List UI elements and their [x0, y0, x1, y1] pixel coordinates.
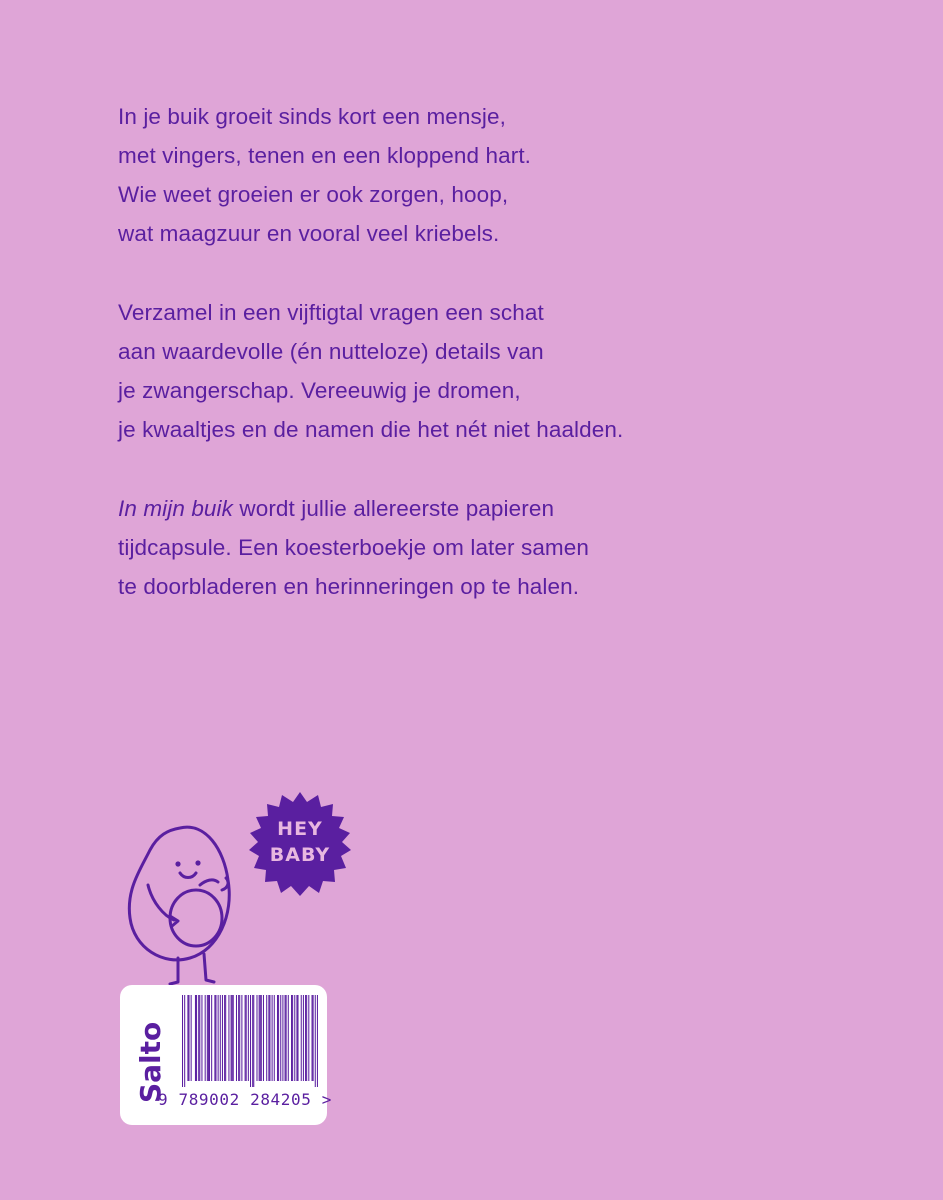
barcode-bar: [241, 995, 242, 1081]
blurb-line-rest: wordt jullie allereerste papieren: [233, 496, 555, 521]
barcode-bar: [288, 995, 289, 1081]
barcode-bar: [312, 995, 313, 1081]
barcode-bar: [199, 995, 200, 1081]
blurb-line: je kwaaltjes en de namen die het nét niet haalden.: [118, 417, 624, 442]
barcode-bar: [294, 995, 295, 1081]
barcode-bar: [272, 995, 273, 1081]
barcode-bar: [208, 995, 209, 1081]
barcode-bar: [280, 995, 281, 1081]
barcode-bar: [256, 995, 257, 1081]
barcode-bar: [239, 995, 240, 1081]
barcode-bar: [308, 995, 309, 1081]
barcode-bar: [278, 995, 279, 1081]
barcode-bar: [211, 995, 212, 1081]
barcode-bar: [209, 995, 210, 1081]
barcode-box: [120, 985, 332, 1125]
barcode-bar: [252, 995, 253, 1087]
barcode-bar: [228, 995, 229, 1081]
barcode-bar: [268, 995, 269, 1081]
barcode-bar: [232, 995, 233, 1081]
blurb-line: aan waardevolle (én nutteloze) details van: [118, 339, 544, 364]
barcode-bar: [238, 995, 239, 1081]
barcode-bar: [207, 995, 208, 1081]
barcode-bar: [191, 995, 192, 1081]
barcode-bar: [317, 995, 318, 1087]
barcode-bar: [195, 995, 196, 1081]
blurb-line: met vingers, tenen en een kloppend hart.: [118, 143, 532, 168]
barcode-bar: [198, 995, 199, 1081]
barcode-bar: [187, 995, 188, 1081]
barcode-bar: [297, 995, 298, 1081]
blurb-line: wat maagzuur en vooral veel kriebels.: [118, 221, 500, 246]
barcode-bar: [260, 995, 261, 1081]
barcode-bar: [245, 995, 246, 1081]
barcode-bar: [248, 995, 249, 1081]
barcode-bar: [224, 995, 225, 1081]
blurb-line: te doorbladeren en herinneringen op te halen.: [118, 574, 580, 599]
barcode-bar: [214, 995, 215, 1081]
blurb-line: Verzamel in een vijftigtal vragen een schat: [118, 300, 544, 325]
barcode-bar: [315, 995, 316, 1087]
barcode-bar: [253, 995, 254, 1087]
barcode-bar: [282, 995, 283, 1081]
barcode-bar: [303, 995, 304, 1081]
blurb-paragraph-3: [118, 489, 838, 606]
badge-text-line1: HEY: [277, 818, 323, 840]
barcode-bar: [215, 995, 216, 1081]
barcode-bar: [225, 995, 226, 1081]
barcode-bar: [305, 995, 306, 1081]
barcode-bar: [182, 995, 183, 1087]
barcode-bar: [196, 995, 197, 1081]
badge-text-line2: BABY: [269, 844, 331, 866]
back-cover-blurb: [118, 97, 838, 646]
barcode-bar: [218, 995, 219, 1081]
hey-baby-badge: [245, 790, 355, 900]
barcode-bar: [277, 995, 278, 1081]
barcode-bar: [205, 995, 206, 1081]
isbn-number: 9 789002 284205 >: [158, 1090, 332, 1109]
barcode-bar: [184, 995, 185, 1087]
barcode-bar: [306, 995, 307, 1081]
blurb-line: In je buik groeit sinds kort een mensje,: [118, 104, 506, 129]
blurb-line: [118, 489, 838, 528]
barcode-bar: [250, 995, 251, 1087]
barcode-bar: [296, 995, 297, 1081]
barcode-bar: [269, 995, 270, 1081]
barcode-bar: [291, 995, 292, 1081]
barcode-bar: [231, 995, 232, 1081]
barcode-bar: [285, 995, 286, 1081]
blurb-line: Wie weet groeien er ook zorgen, hoop,: [118, 182, 509, 207]
barcode-bar: [220, 995, 221, 1081]
barcode-bar: [201, 995, 202, 1081]
barcode-bar: [266, 995, 267, 1081]
barcode-bar: [259, 995, 260, 1081]
barcode-bar: [292, 995, 293, 1081]
barcode-bar: [246, 995, 247, 1081]
blurb-line: je zwangerschap. Vereeuwig je dromen,: [118, 378, 521, 403]
blurb-paragraph-1: [118, 97, 838, 253]
barcode-bar: [301, 995, 302, 1081]
barcode: [182, 995, 318, 1087]
barcode-bar: [286, 995, 287, 1081]
barcode-bar: [233, 995, 234, 1081]
publisher-name: Salto: [134, 1021, 167, 1103]
barcode-bar: [222, 995, 223, 1081]
barcode-bar: [236, 995, 237, 1081]
barcode-bar: [263, 995, 264, 1081]
barcode-bar: [261, 995, 262, 1081]
book-title-italic: In mijn buik: [118, 496, 233, 521]
blurb-line: tijdcapsule. Een koesterboekje om later samen: [118, 535, 590, 560]
blurb-paragraph-2: [118, 293, 838, 449]
barcode-bar: [188, 995, 189, 1081]
avocado-character-illustration: [118, 790, 248, 990]
barcode-bar: [313, 995, 314, 1081]
barcode-bar: [274, 995, 275, 1081]
